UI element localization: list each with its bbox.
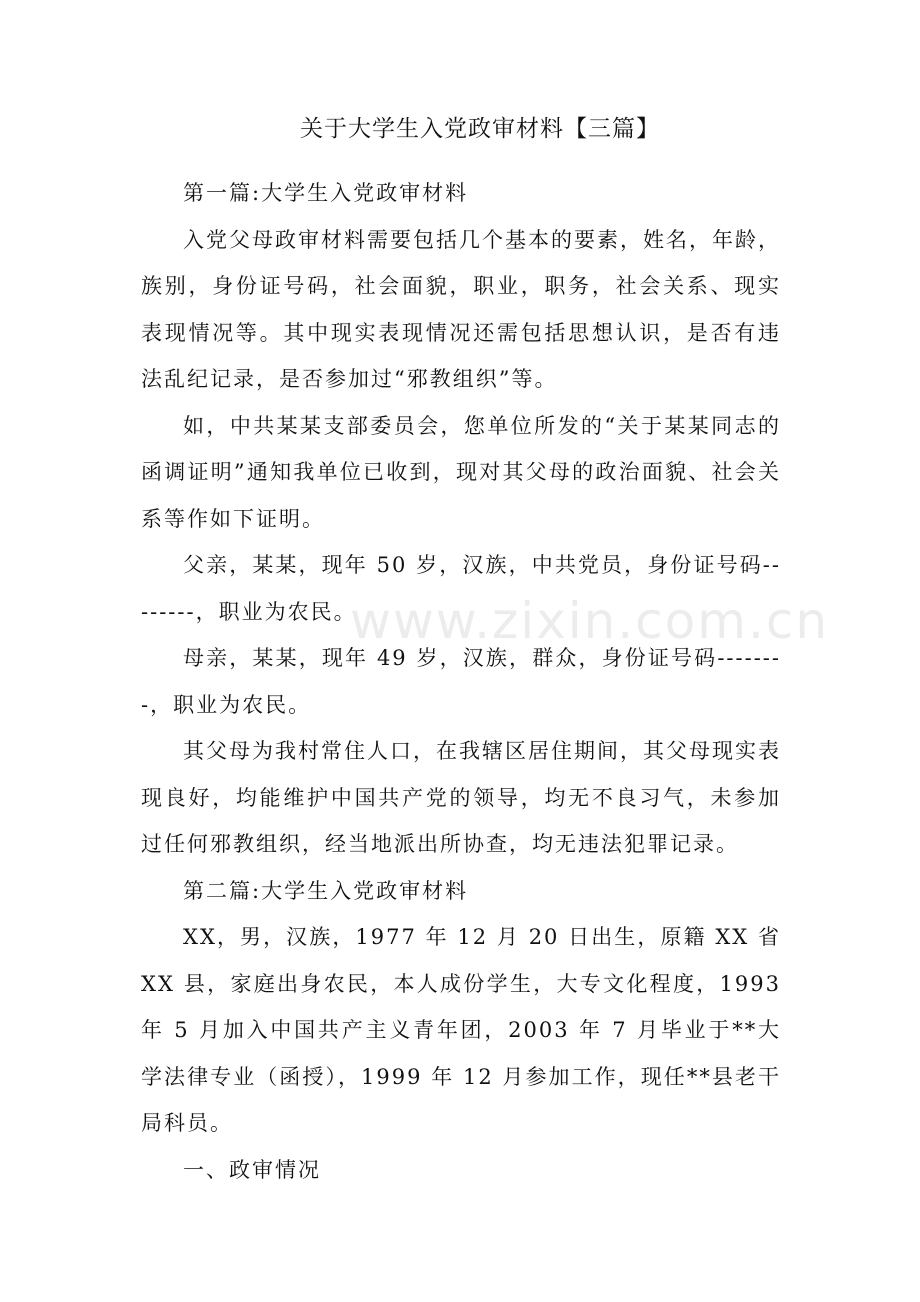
paragraph: 父亲，某某，现年 50 岁，汉族，中共党员，身份证号码--------，职业为农民。 [141, 553, 781, 624]
section-heading-2: 第二篇:大学生入党政审材料 [183, 878, 469, 903]
subsection-heading: 一、政审情况 [183, 1157, 321, 1182]
section-heading-1: 第一篇:大学生入党政审材料 [183, 181, 469, 205]
paragraph: XX，男，汉族，1977 年 12 月 20 日出生，原籍 XX 省 XX 县，家庭出身农民，本人成份学生，大专文化程度，1993 年 5 月加入中国共产主义青年团，2003 年 7 月毕业于**大学法律专业（函授），1999 年 12 月参加工作，现任**县老干局科员。 [141, 925, 781, 1135]
paragraph: 入党父母政审材料需要包括几个基本的要素，姓名，年龄，族别，身份证号码，社会面貌，职业，职务，社会关系、现实表现情况等。其中现实表现情况还需包括思想认识，是否有违法乱纪记录，是否参加过“邪教组织”等。 [141, 227, 781, 391]
paragraph: 其父母为我村常住人口，在我辖区居住期间，其父母现实表现良好，均能维护中国共产党的领导，均无不良习气，未参加过任何邪教组织，经当地派出所协查，均无违法犯罪记录。 [141, 739, 781, 856]
paragraph: 母亲，某某，现年 49 岁，汉族，群众，身份证号码--------，职业为农民。 [141, 646, 781, 717]
paragraph: 如，中共某某支部委员会，您单位所发的“关于某某同志的函调证明”通知我单位已收到，现对其父母的政治面貌、社会关系等作如下证明。 [141, 413, 781, 531]
document-title: 关于大学生入党政审材料【三篇】 [300, 116, 660, 142]
watermark: www.zixin.com.cn [350, 592, 830, 650]
document-body [141, 170, 781, 1193]
